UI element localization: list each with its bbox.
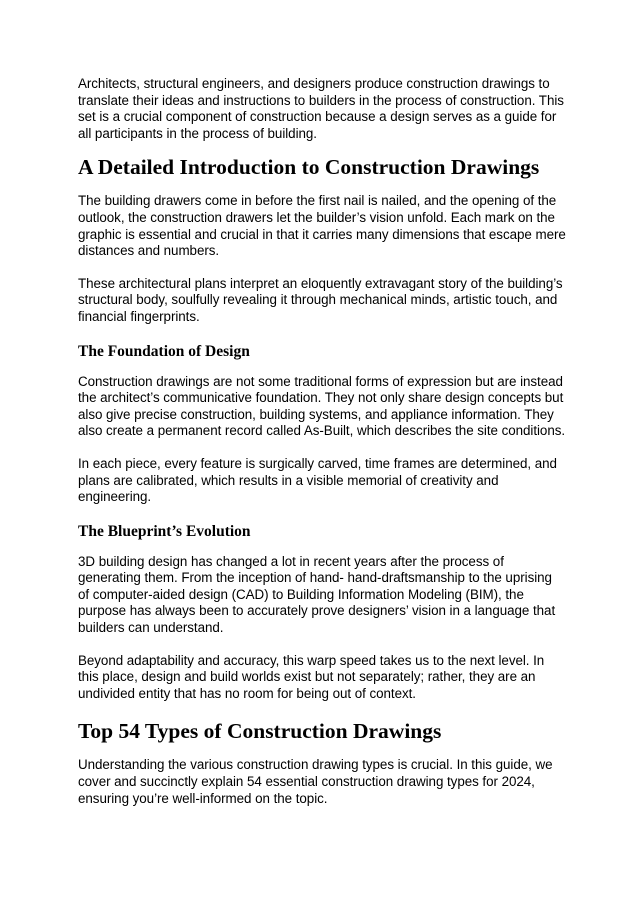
section-heading-types: Top 54 Types of Construction Drawings (78, 719, 442, 744)
subheading-foundation-of-design: The Foundation of Design (78, 342, 250, 360)
foundation-paragraph-1: Construction drawings are not some traditional forms of expression but are instead the architect’s communicative foundation. They not only share design concepts but also give precise construction, building systems, and appliance information. They also create a permanent record called As-Built, which describes the site conditions. (78, 373, 566, 439)
subheading-blueprint-evolution: The Blueprint’s Evolution (78, 522, 251, 540)
types-paragraph-1: Understanding the various construction drawing types is crucial. In this guide, we cover and succinctly explain 54 essential construction drawing types for 2024, ensuring you’re well-informed on the topic. (78, 757, 553, 806)
intro-paragraph: Architects, structural engineers, and designers produce construction drawings to translate their ideas and instructions to builders in the process of construction. This set is a crucial component of construction because a design serves as a guide for all participants in the process of building. (78, 76, 564, 141)
introduction-paragraph-2: These architectural plans interpret an eloquently extravagant story of the building’s structural body, soulfully revealing it through mechanical minds, artistic touch, and financial fingerprints. (78, 275, 563, 324)
foundation-paragraph-2: In each piece, every feature is surgically carved, time frames are determined, and plans are calibrated, which results in a visible memorial of creativity and engineering. (78, 455, 557, 505)
evolution-paragraph-1: 3D building design has changed a lot in recent years after the process of generating them. From the inception of hand- hand-draftsmanship to the uprising of computer-aided design (CAD) to Building Information Modeling (BIM), the purpose has always been to accurately prove designers’ vision in a language that builders can understand. (78, 553, 556, 636)
section-heading-introduction: A Detailed Introduction to Construction Drawings (78, 155, 540, 180)
introduction-paragraph-1: The building drawers come in before the first nail is nailed, and the opening of the outlook, the construction drawers let the builder’s vision unfold. Each mark on the graphic is essential and crucial in that it carries many dimensions that escape mere distances and numbers. (78, 193, 566, 259)
evolution-paragraph-2: Beyond adaptability and accuracy, this warp speed takes us to the next level. In this place, design and build worlds exist but not separately; rather, they are an undivided entity that has no room for being out of context. (78, 652, 545, 701)
document-page (78, 76, 566, 823)
